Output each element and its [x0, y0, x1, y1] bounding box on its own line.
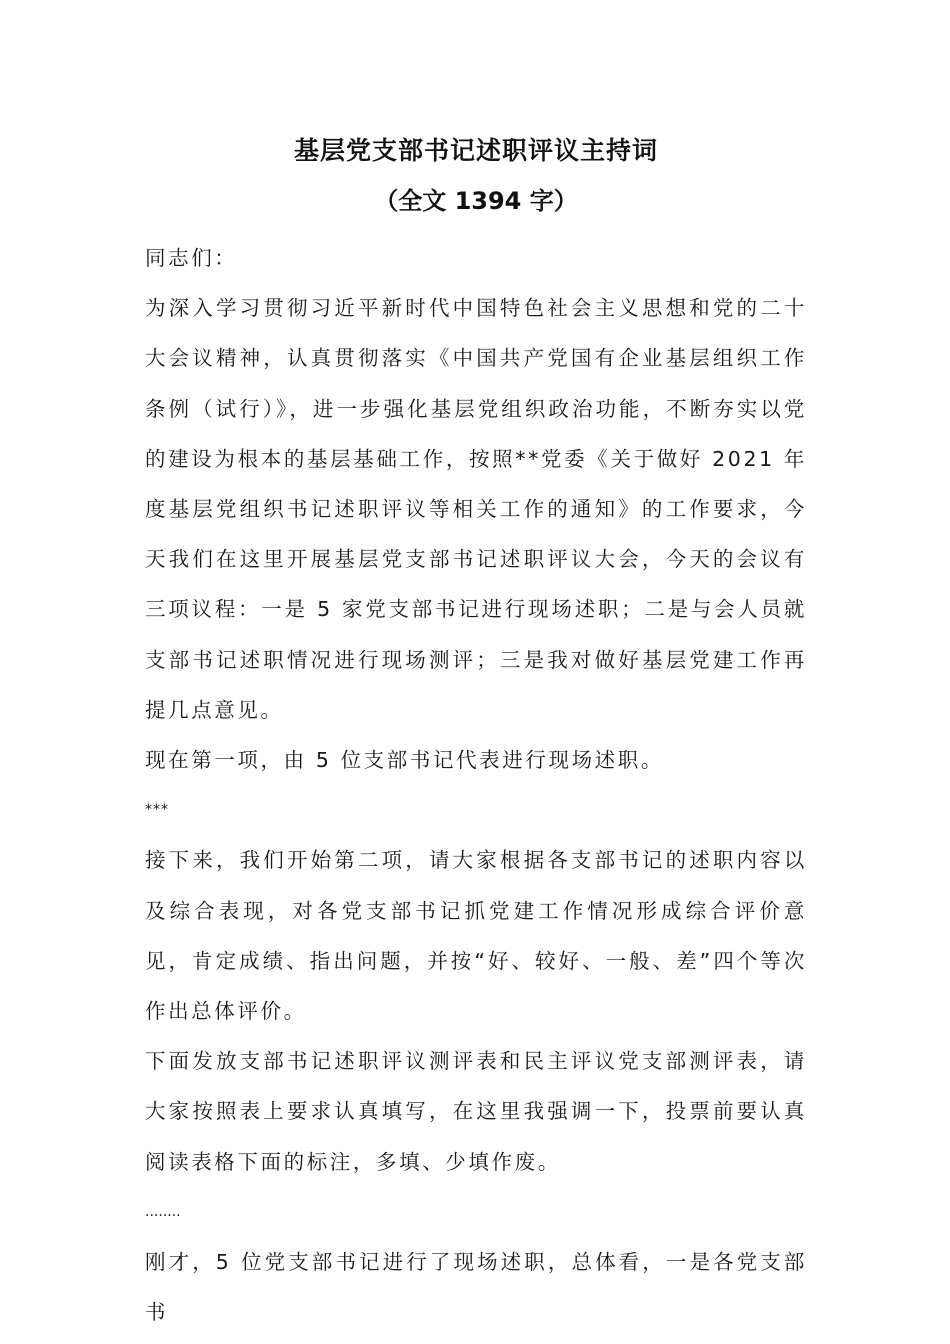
document-body [145, 233, 807, 1337]
paragraph-item-two: 接下来，我们开始第二项，请大家根据各支部书记的述职内容以及综合表现，对各党支部书记抓党建工作情况形成综合评价意见，肯定成绩、指出问题，并按“好、较好、一般、差”四个等次作出总体评价。 [145, 848, 807, 1024]
paragraph-elision-dots: ........ [145, 1203, 181, 1220]
paragraph-intro: 为深入学习贯彻习近平新时代中国特色社会主义思想和党的二十大会议精神，认真贯彻落实《中国共产党国有企业基层组织工作条例（试行）》，进一步强化基层党组织政治功能，不断夯实以党的建设为根本的基层基础工作，按照**党委《关于做好 2021 年度基层党组织书记述职评议等相关工作的通知》的工作要求，今天我们在这里开展基层党支部书记述职评议大会，今天的会议有三项议程：一是 5 家党支部书记进行现场述职；二是与会人员就支部书记述职情况进行现场测评；三是我对做好基层党建工作再提几点意见。 [145, 296, 807, 722]
paragraph-elision-stars: *** [145, 802, 169, 819]
salutation: 同志们： [145, 246, 238, 270]
document-subtitle: （全文 1394 字） [374, 187, 578, 215]
paragraph-item-one: 现在第一项，由 5 位支部书记代表进行现场述职。 [145, 748, 664, 773]
document-title: 基层党支部书记述职评议主持词 [293, 136, 658, 165]
paragraph-distribute-forms: 下面发放支部书记述职评议测评表和民主评议党支部测评表，请大家按照表上要求认真填写，在这里我强调一下，投票前要认真阅读表格下面的标注，多填、少填作废。 [145, 1049, 807, 1174]
paragraph-summary: 刚才，5 位党支部书记进行了现场述职，总体看，一是各党支部书 [145, 1250, 807, 1325]
